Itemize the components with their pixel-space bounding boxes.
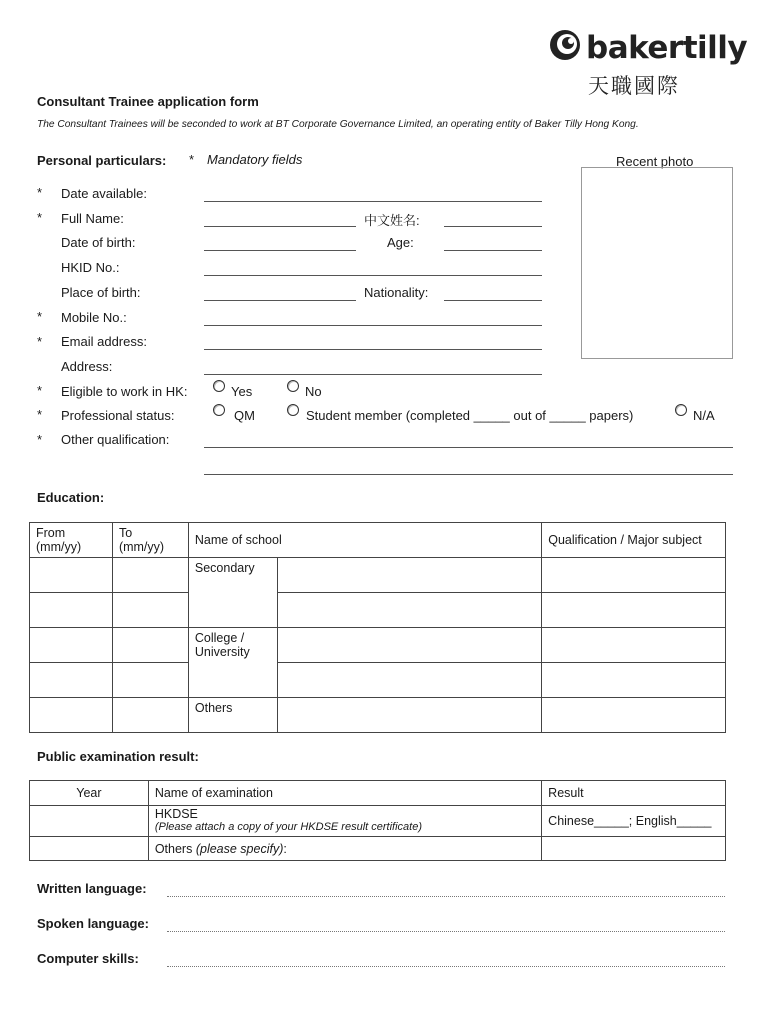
col-exam-name-header: Name of examination [148,781,541,806]
to-cell[interactable] [112,698,188,733]
logo-chinese-name: 天職國際 [588,75,680,98]
college-university-label: College / University [188,628,277,698]
others-label: Others [188,698,277,733]
from-cell[interactable] [30,593,113,628]
education-heading: Education: [37,490,105,505]
student-member-label: Student member (completed _____ out of _____ papers) [306,408,634,423]
qualification-cell[interactable] [542,698,726,733]
address-label: Address: [61,359,113,374]
na-radio[interactable] [675,404,687,416]
computer-skills-label: Computer skills: [37,951,139,966]
from-cell[interactable] [30,558,113,593]
dob-label: Date of birth: [61,235,136,250]
school-name-cell[interactable] [277,593,541,628]
table-header-row [30,781,726,806]
written-language-field[interactable] [167,896,725,897]
col-to-header: To (mm/yy) [112,523,188,558]
eligible-no-radio[interactable] [287,380,299,392]
prof-status-label: Professional status: [61,408,175,423]
required-star: * [37,210,43,225]
qualification-cell[interactable] [542,558,726,593]
exam-heading: Public examination result: [37,749,199,764]
form-subtitle: The Consultant Trainees will be seconded to work at BT Corporate Governance Limited, an operating entity of Baker Tilly Hong Kong. [37,119,639,130]
qualification-cell[interactable] [542,593,726,628]
required-star: * [37,383,43,398]
hkid-label: HKID No.: [61,260,120,275]
eligible-label: Eligible to work in HK: [61,384,188,399]
eligible-no-label: No [305,384,322,399]
col-year-header: Year [30,781,149,806]
other-qual-label: Other qualification: [61,432,170,447]
from-cell[interactable] [30,698,113,733]
address-field[interactable] [204,374,542,375]
to-cell[interactable] [112,628,188,663]
eligible-yes-radio[interactable] [213,380,225,392]
eligible-yes-label: Yes [231,384,253,399]
others-exam-cell: Others (please specify): [148,837,541,861]
hkid-field[interactable] [204,275,542,276]
age-field[interactable] [444,250,542,251]
exam-table [29,780,726,861]
student-member-radio[interactable] [287,404,299,416]
secondary-label: Secondary [188,558,277,628]
col-result-header: Result [542,781,726,806]
spoken-language-field[interactable] [167,931,725,932]
dob-field[interactable] [204,250,356,251]
to-cell[interactable] [112,593,188,628]
personal-heading: Personal particulars: [37,153,167,168]
table-row [30,837,726,861]
col-school-header: Name of school [188,523,541,558]
to-cell[interactable] [112,663,188,698]
table-row [30,663,726,698]
school-name-cell[interactable] [277,698,541,733]
email-field[interactable] [204,349,542,350]
full-name-label: Full Name: [61,211,124,226]
table-row [30,628,726,663]
email-label: Email address: [61,334,147,349]
other-qual-field[interactable] [204,474,733,475]
school-name-cell[interactable] [277,663,541,698]
others-result-cell[interactable] [542,837,726,861]
na-label: N/A [693,408,715,423]
required-star: * [37,407,43,422]
school-name-cell[interactable] [277,628,541,663]
photo-box[interactable] [581,167,733,359]
hkdse-result-cell[interactable]: Chinese_____; English_____ [542,806,726,837]
logo-mark-icon [548,28,582,62]
written-language-label: Written language: [37,881,147,896]
year-cell[interactable] [30,837,149,861]
from-cell[interactable] [30,628,113,663]
logo-wordmark: bakertilly [586,30,748,66]
table-row [30,593,726,628]
col-from-header: From (mm/yy) [30,523,113,558]
from-cell[interactable] [30,663,113,698]
required-star: * [37,334,43,349]
date-available-label: Date available: [61,186,147,201]
other-qual-field[interactable] [204,447,733,448]
required-star: * [37,309,43,324]
company-logo [548,26,748,98]
chinese-name-field[interactable] [444,226,542,227]
form-title: Consultant Trainee application form [37,94,259,109]
table-row [30,558,726,593]
required-star: * [37,432,43,447]
nationality-field[interactable] [444,300,542,301]
qm-radio[interactable] [213,404,225,416]
hkdse-cell: HKDSE (Please attach a copy of your HKDSE result certificate) [148,806,541,837]
mobile-field[interactable] [204,325,542,326]
education-table [29,522,726,733]
spoken-language-label: Spoken language: [37,916,149,931]
pob-label: Place of birth: [61,285,141,300]
year-cell[interactable] [30,806,149,837]
qm-label: QM [234,408,255,423]
date-available-field[interactable] [204,201,542,202]
nationality-label: Nationality: [364,285,429,300]
mandatory-note: Mandatory fields [207,152,303,167]
to-cell[interactable] [112,558,188,593]
table-row [30,806,726,837]
pob-field[interactable] [204,300,356,301]
required-star: * [37,185,43,200]
age-label: Age: [387,235,414,250]
table-row [30,698,726,733]
chinese-name-label: 中文姓名: [364,213,420,228]
qualification-cell[interactable] [542,628,726,663]
school-name-cell[interactable] [277,558,541,593]
col-qual-header: Qualification / Major subject [542,523,726,558]
computer-skills-field[interactable] [167,966,725,967]
photo-label: Recent photo [616,154,694,169]
table-header-row [30,523,726,558]
mandatory-star: * [189,152,195,167]
mobile-label: Mobile No.: [61,310,127,325]
qualification-cell[interactable] [542,663,726,698]
full-name-field[interactable] [204,226,356,227]
